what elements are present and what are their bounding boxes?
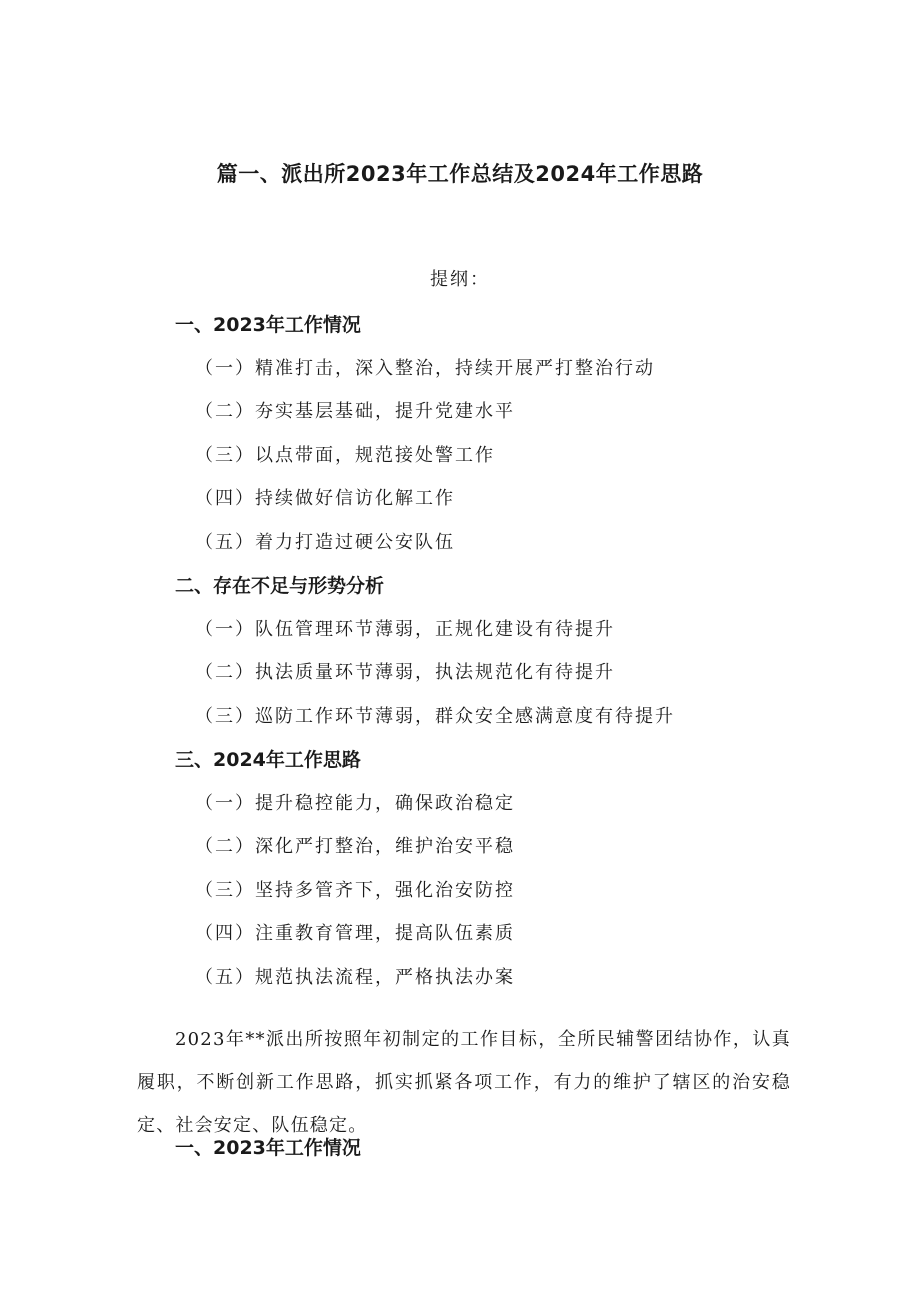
outline-item: （二）执法质量环节薄弱，执法规范化有待提升 [195, 662, 615, 683]
outline-item: （一）队伍管理环节薄弱，正规化建设有待提升 [195, 618, 615, 640]
outline-item: （四）持续做好信访化解工作 [195, 488, 455, 509]
outline [175, 310, 815, 1006]
outline-item: （三）巡防工作环节薄弱，群众安全感满意度有待提升 [195, 705, 675, 727]
outline-item: （五）着力打造过硬公安队伍 [195, 531, 455, 553]
outline-item: （一）提升稳控能力，确保政治稳定 [195, 792, 515, 814]
outline-item: （二）夯实基层基础，提升党建水平 [195, 401, 515, 422]
outline-item: （五）规范执法流程，严格执法办案 [195, 966, 515, 988]
outline-item: （三）坚持多管齐下，强化治安防控 [195, 879, 515, 901]
outline-section-heading: 一、2023年工作情况 [175, 314, 361, 336]
outline-section-heading: 三、2024年工作思路 [175, 749, 361, 771]
outline-item: （一）精准打击，深入整治，持续开展严打整治行动 [195, 357, 655, 379]
outline-item: （二）深化严打整治，维护治安平稳 [195, 836, 515, 857]
outline-item: （四）注重教育管理，提高队伍素质 [195, 923, 515, 944]
intro-paragraph: 2023年**派出所按照年初制定的工作目标，全所民辅警团结协作，认真履职，不断创新工作思路，抓实抓紧各项工作，有力的维护了辖区的治安稳定、社会安定、队伍稳定。 [137, 1029, 791, 1136]
outline-item: （三）以点带面，规范接处警工作 [195, 444, 495, 466]
section-heading: 一、2023年工作情况 [175, 1137, 361, 1159]
document-title: 篇一、派出所2023年工作总结及2024年工作思路 [216, 162, 704, 186]
outline-label: 提纲： [430, 269, 490, 290]
outline-section-heading: 二、存在不足与形势分析 [175, 575, 385, 597]
